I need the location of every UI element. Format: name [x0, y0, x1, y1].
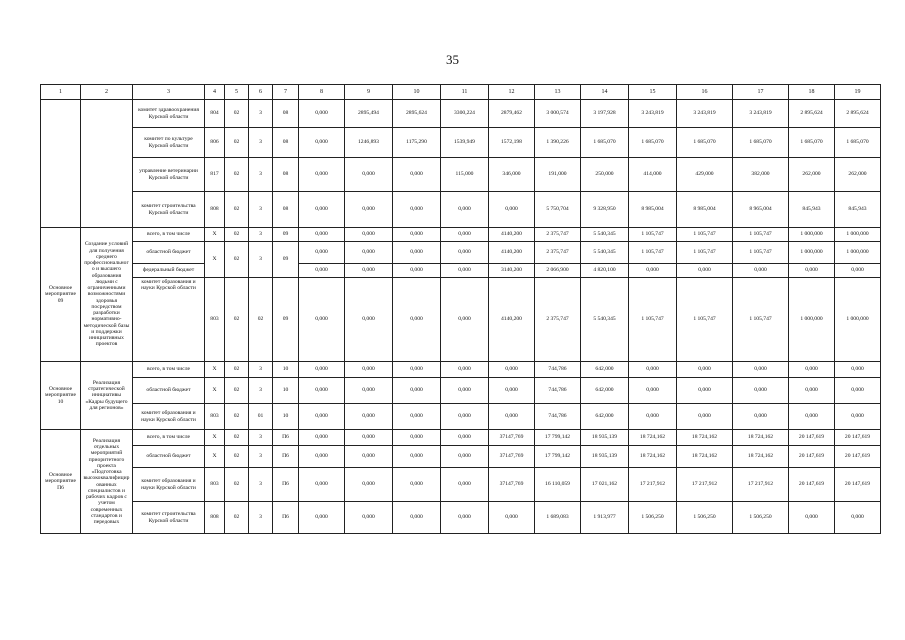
value-cell: 1 000,000: [835, 278, 881, 362]
header-cell: 4: [205, 85, 225, 100]
code-cell: 02: [225, 128, 249, 158]
value-cell: 0,000: [345, 158, 393, 192]
value-cell: 0,000: [835, 378, 881, 404]
code-cell: 02: [225, 158, 249, 192]
value-cell: 17 217,912: [677, 468, 733, 502]
code-cell: 02: [225, 446, 249, 468]
value-cell: 642,000: [581, 378, 629, 404]
code-cell: X: [205, 446, 225, 468]
value-cell: 9 328,950: [581, 192, 629, 228]
value-cell: 0,000: [733, 404, 789, 430]
value-cell: 0,000: [489, 502, 535, 534]
code-cell: 3: [249, 468, 273, 502]
page-number: 35: [446, 52, 459, 67]
executor-cell: комитет образования и науки Курской области: [133, 468, 205, 502]
value-cell: 0,000: [393, 404, 441, 430]
value-cell: 8 965,004: [733, 192, 789, 228]
value-cell: 0,000: [733, 378, 789, 404]
value-cell: 18 935,139: [581, 446, 629, 468]
header-cell: 7: [273, 85, 299, 100]
code-cell: X: [205, 362, 225, 378]
code-cell: 02: [225, 502, 249, 534]
header-cell: 18: [789, 85, 835, 100]
value-cell: 0,000: [441, 362, 489, 378]
value-cell: 5 540,345: [581, 228, 629, 242]
header-cell: 9: [345, 85, 393, 100]
executor-cell: областной бюджет: [133, 242, 205, 264]
value-cell: 642,000: [581, 362, 629, 378]
value-cell: 18 724,162: [677, 446, 733, 468]
value-cell: 1 105,747: [629, 278, 677, 362]
value-cell: 0,000: [393, 192, 441, 228]
value-cell: 346,000: [489, 158, 535, 192]
code-cell: 3: [249, 378, 273, 404]
value-cell: 0,000: [441, 192, 489, 228]
header-cell: 19: [835, 85, 881, 100]
code-cell: П6: [273, 430, 299, 446]
executor-cell: всего, в том числе: [133, 228, 205, 242]
code-cell: 09: [273, 278, 299, 362]
value-cell: 3 197,928: [581, 100, 629, 128]
value-cell: 1175,290: [393, 128, 441, 158]
value-cell: 20 147,619: [835, 446, 881, 468]
header-cell: 11: [441, 85, 489, 100]
description-cell: Создание условий для получения среднего профессионального и высшего образования людьми с ограниченными возможностями здоровья посредством разработки нормативно-методической базы и поддержки инициативных проектов: [81, 228, 133, 362]
executor-cell: управление ветеринарии Курской области: [133, 158, 205, 192]
code-cell: 806: [205, 128, 225, 158]
header-cell: 17: [733, 85, 789, 100]
value-cell: 744,786: [535, 404, 581, 430]
value-cell: 17 021,162: [581, 468, 629, 502]
table-row: [41, 430, 881, 446]
value-cell: 1 000,000: [789, 228, 835, 242]
code-cell: 3: [249, 430, 273, 446]
value-cell: 1 390,226: [535, 128, 581, 158]
value-cell: 0,000: [629, 264, 677, 278]
code-cell: 3: [249, 446, 273, 468]
code-cell: 3: [249, 228, 273, 242]
value-cell: 1 506,250: [629, 502, 677, 534]
value-cell: 1 000,000: [789, 278, 835, 362]
value-cell: 4140,200: [489, 228, 535, 242]
table-row: [41, 264, 881, 278]
value-cell: 0,000: [299, 378, 345, 404]
table-row: [41, 502, 881, 534]
code-cell: 803: [205, 468, 225, 502]
value-cell: 0,000: [345, 192, 393, 228]
executor-cell: федеральный бюджет: [133, 264, 205, 278]
value-cell: 8 985,004: [677, 192, 733, 228]
table-row: [41, 228, 881, 242]
value-cell: 1539,949: [441, 128, 489, 158]
code-cell: П6: [273, 468, 299, 502]
header-cell: 16: [677, 85, 733, 100]
code-cell: X: [205, 242, 225, 278]
value-cell: 0,000: [441, 430, 489, 446]
value-cell: 37147,769: [489, 446, 535, 468]
value-cell: 0,000: [441, 468, 489, 502]
value-cell: 2 375,747: [535, 278, 581, 362]
value-cell: 0,000: [629, 404, 677, 430]
code-cell: 10: [273, 404, 299, 430]
executor-cell: всего, в том числе: [133, 430, 205, 446]
value-cell: 5 540,345: [581, 278, 629, 362]
value-cell: 0,000: [393, 446, 441, 468]
value-cell: 1 000,000: [789, 242, 835, 264]
header-cell: 5: [225, 85, 249, 100]
value-cell: 18 724,162: [629, 446, 677, 468]
value-cell: 3 243,819: [677, 100, 733, 128]
value-cell: 0,000: [629, 362, 677, 378]
value-cell: 429,000: [677, 158, 733, 192]
value-cell: 2 375,747: [535, 242, 581, 264]
executor-cell: областной бюджет: [133, 446, 205, 468]
code-cell: 02: [225, 378, 249, 404]
value-cell: 0,000: [629, 378, 677, 404]
value-cell: 0,000: [299, 264, 345, 278]
code-cell: П6: [273, 446, 299, 468]
code-cell: 02: [225, 192, 249, 228]
value-cell: 0,000: [299, 430, 345, 446]
code-cell: 08: [273, 100, 299, 128]
value-cell: 17 217,912: [733, 468, 789, 502]
value-cell: 262,000: [789, 158, 835, 192]
value-cell: 1572,198: [489, 128, 535, 158]
code-cell: 02: [225, 430, 249, 446]
executor-cell: комитет здравоохранения Курской области: [133, 100, 205, 128]
value-cell: 18 724,162: [629, 430, 677, 446]
header-cell: 10: [393, 85, 441, 100]
value-cell: 17 217,912: [629, 468, 677, 502]
value-cell: 0,000: [733, 264, 789, 278]
value-cell: 1 105,747: [677, 242, 733, 264]
code-cell: 808: [205, 502, 225, 534]
value-cell: 414,000: [629, 158, 677, 192]
value-cell: 0,000: [441, 228, 489, 242]
value-cell: 3 243,819: [733, 100, 789, 128]
description-cell-empty: [81, 100, 133, 228]
executor-cell: комитет образования и науки Курской области: [133, 404, 205, 430]
value-cell: 382,000: [733, 158, 789, 192]
value-cell: 1 105,747: [733, 228, 789, 242]
table-row: [41, 468, 881, 502]
code-cell: 02: [225, 278, 249, 362]
value-cell: 1 105,747: [733, 242, 789, 264]
header-cell: 6: [249, 85, 273, 100]
table-row: [41, 128, 881, 158]
value-cell: 0,000: [345, 502, 393, 534]
value-cell: 0,000: [489, 404, 535, 430]
value-cell: 3300,224: [441, 100, 489, 128]
value-cell: 20 147,619: [789, 446, 835, 468]
value-cell: 0,000: [393, 378, 441, 404]
value-cell: 0,000: [299, 404, 345, 430]
value-cell: 17 799,142: [535, 446, 581, 468]
value-cell: 8 985,004: [629, 192, 677, 228]
code-cell: X: [205, 378, 225, 404]
table-row: [41, 362, 881, 378]
value-cell: 0,000: [345, 228, 393, 242]
value-cell: 0,000: [733, 362, 789, 378]
code-cell: 08: [273, 158, 299, 192]
code-cell: 02: [225, 468, 249, 502]
value-cell: 191,000: [535, 158, 581, 192]
value-cell: 0,000: [299, 278, 345, 362]
value-cell: 0,000: [299, 446, 345, 468]
table-row: [41, 378, 881, 404]
value-cell: 0,000: [677, 404, 733, 430]
code-cell: 3: [249, 242, 273, 278]
value-cell: 1 105,747: [677, 278, 733, 362]
value-cell: 0,000: [441, 502, 489, 534]
value-cell: 0,000: [441, 242, 489, 264]
value-cell: 0,000: [489, 362, 535, 378]
value-cell: 20 147,619: [789, 468, 835, 502]
code-cell: 02: [249, 278, 273, 362]
value-cell: 1 685,070: [835, 128, 881, 158]
value-cell: 0,000: [835, 264, 881, 278]
code-cell: 09: [273, 242, 299, 278]
header-cell: 8: [299, 85, 345, 100]
header-row: [41, 85, 881, 100]
value-cell: 0,000: [393, 264, 441, 278]
value-cell: 0,000: [677, 264, 733, 278]
value-cell: 0,000: [789, 502, 835, 534]
value-cell: 0,000: [393, 502, 441, 534]
executor-cell: всего, в том числе: [133, 362, 205, 378]
value-cell: 0,000: [441, 264, 489, 278]
value-cell: 5 540,345: [581, 242, 629, 264]
table-row: [41, 242, 881, 264]
code-cell: 08: [273, 128, 299, 158]
description-cell: Реализация стратегической инициативы «Кадры будущего для регионов»: [81, 362, 133, 430]
value-cell: 2 375,747: [535, 228, 581, 242]
value-cell: 1 506,250: [677, 502, 733, 534]
value-cell: 0,000: [489, 378, 535, 404]
value-cell: 1 105,747: [677, 228, 733, 242]
value-cell: 18 935,139: [581, 430, 629, 446]
value-cell: 1 913,977: [581, 502, 629, 534]
value-cell: 0,000: [835, 362, 881, 378]
table-row: [41, 192, 881, 228]
value-cell: 18 724,162: [677, 430, 733, 446]
value-cell: 1 105,747: [629, 242, 677, 264]
value-cell: 0,000: [345, 278, 393, 362]
value-cell: 0,000: [393, 242, 441, 264]
code-cell: 3: [249, 128, 273, 158]
code-cell: П6: [273, 502, 299, 534]
value-cell: 0,000: [393, 362, 441, 378]
value-cell: 20 147,619: [835, 430, 881, 446]
value-cell: 0,000: [345, 446, 393, 468]
header-cell: 3: [133, 85, 205, 100]
event-cell: Основное мероприятие 10: [41, 362, 81, 430]
value-cell: 16 110,059: [535, 468, 581, 502]
value-cell: 1 685,070: [629, 128, 677, 158]
code-cell: 02: [225, 228, 249, 242]
value-cell: 1246,893: [345, 128, 393, 158]
value-cell: 0,000: [677, 362, 733, 378]
value-cell: 20 147,619: [835, 468, 881, 502]
value-cell: 2895,494: [345, 100, 393, 128]
value-cell: 642,000: [581, 404, 629, 430]
code-cell: 02: [225, 100, 249, 128]
value-cell: 1 000,000: [835, 228, 881, 242]
event-cell: Основное мероприятие 09: [41, 228, 81, 362]
code-cell: 803: [205, 404, 225, 430]
value-cell: 0,000: [299, 362, 345, 378]
value-cell: 0,000: [835, 404, 881, 430]
code-cell: 3: [249, 100, 273, 128]
value-cell: 0,000: [299, 158, 345, 192]
executor-cell: комитет по культуре Курской области: [133, 128, 205, 158]
value-cell: 0,000: [345, 468, 393, 502]
value-cell: 2 895,624: [789, 100, 835, 128]
value-cell: 4 820,100: [581, 264, 629, 278]
value-cell: 0,000: [789, 362, 835, 378]
value-cell: 0,000: [345, 430, 393, 446]
description-cell: Реализация отдельных мероприятий приоритетного проекта «Подготовка высококвалифицированных специалистов и рабочих кадров с учетом современных стандартов и передовых: [81, 430, 133, 534]
value-cell: 0,000: [789, 378, 835, 404]
value-cell: 1 105,747: [733, 278, 789, 362]
value-cell: 744,786: [535, 362, 581, 378]
value-cell: 4140,200: [489, 242, 535, 264]
code-cell: 02: [225, 242, 249, 278]
code-cell: 09: [273, 228, 299, 242]
executor-cell: комитет образования и науки Курской области: [133, 278, 205, 362]
value-cell: 5 750,704: [535, 192, 581, 228]
value-cell: 115,000: [441, 158, 489, 192]
value-cell: 0,000: [299, 228, 345, 242]
code-cell: 08: [273, 192, 299, 228]
value-cell: 0,000: [835, 502, 881, 534]
value-cell: 262,000: [835, 158, 881, 192]
value-cell: 0,000: [441, 446, 489, 468]
code-cell: 804: [205, 100, 225, 128]
value-cell: 2 066,900: [535, 264, 581, 278]
code-cell: 10: [273, 378, 299, 404]
value-cell: 2879,462: [489, 100, 535, 128]
value-cell: 3 243,819: [629, 100, 677, 128]
value-cell: 250,000: [581, 158, 629, 192]
value-cell: 0,000: [441, 404, 489, 430]
value-cell: 1 685,070: [789, 128, 835, 158]
code-cell: 808: [205, 192, 225, 228]
value-cell: 18 724,162: [733, 446, 789, 468]
value-cell: 0,000: [299, 100, 345, 128]
value-cell: 0,000: [393, 468, 441, 502]
code-cell: 3: [249, 502, 273, 534]
table-row: [41, 404, 881, 430]
budget-table: [40, 84, 881, 534]
value-cell: 1 685,070: [581, 128, 629, 158]
code-cell: 02: [225, 362, 249, 378]
value-cell: 0,000: [345, 264, 393, 278]
value-cell: 3140,200: [489, 264, 535, 278]
header-cell: 2: [81, 85, 133, 100]
value-cell: 0,000: [441, 378, 489, 404]
table-row: [41, 278, 881, 362]
code-cell: 10: [273, 362, 299, 378]
value-cell: 0,000: [345, 404, 393, 430]
value-cell: 0,000: [393, 228, 441, 242]
value-cell: 0,000: [393, 430, 441, 446]
value-cell: 2895,624: [393, 100, 441, 128]
table-row: [41, 100, 881, 128]
value-cell: 20 147,619: [789, 430, 835, 446]
executor-cell: областной бюджет: [133, 378, 205, 404]
value-cell: 1 685,070: [677, 128, 733, 158]
value-cell: 37147,769: [489, 430, 535, 446]
header-cell: 14: [581, 85, 629, 100]
value-cell: 18 724,162: [733, 430, 789, 446]
header-cell: 13: [535, 85, 581, 100]
value-cell: 0,000: [299, 192, 345, 228]
value-cell: 4140,200: [489, 278, 535, 362]
code-cell: 01: [249, 404, 273, 430]
event-cell-empty: [41, 100, 81, 228]
value-cell: 3 000,574: [535, 100, 581, 128]
value-cell: 0,000: [393, 158, 441, 192]
value-cell: 0,000: [299, 468, 345, 502]
value-cell: 0,000: [299, 502, 345, 534]
value-cell: 0,000: [299, 242, 345, 264]
value-cell: 0,000: [789, 264, 835, 278]
executor-cell: комитет строительства Курской области: [133, 192, 205, 228]
value-cell: 0,000: [393, 278, 441, 362]
value-cell: 0,000: [345, 378, 393, 404]
table-row: [41, 446, 881, 468]
value-cell: 1 000,000: [835, 242, 881, 264]
value-cell: 0,000: [441, 278, 489, 362]
value-cell: 0,000: [789, 404, 835, 430]
value-cell: 1 685,070: [733, 128, 789, 158]
value-cell: 2 895,624: [835, 100, 881, 128]
value-cell: 0,000: [345, 362, 393, 378]
code-cell: 02: [225, 404, 249, 430]
value-cell: 0,000: [677, 378, 733, 404]
code-cell: 803: [205, 278, 225, 362]
code-cell: 3: [249, 192, 273, 228]
value-cell: 845,943: [835, 192, 881, 228]
header-cell: 12: [489, 85, 535, 100]
value-cell: 0,000: [345, 242, 393, 264]
header-cell: 15: [629, 85, 677, 100]
value-cell: 744,786: [535, 378, 581, 404]
value-cell: 0,000: [489, 192, 535, 228]
header-cell: 1: [41, 85, 81, 100]
code-cell: X: [205, 228, 225, 242]
value-cell: 1 105,747: [629, 228, 677, 242]
table-row: [41, 158, 881, 192]
event-cell: Основное мероприятие П6: [41, 430, 81, 534]
executor-cell: комитет строительства Курской области: [133, 502, 205, 534]
value-cell: 17 799,142: [535, 430, 581, 446]
code-cell: 3: [249, 362, 273, 378]
value-cell: 845,943: [789, 192, 835, 228]
code-cell: X: [205, 430, 225, 446]
value-cell: 1 506,250: [733, 502, 789, 534]
value-cell: 0,000: [299, 128, 345, 158]
code-cell: 817: [205, 158, 225, 192]
value-cell: 37147,769: [489, 468, 535, 502]
code-cell: 3: [249, 158, 273, 192]
value-cell: 1 689,083: [535, 502, 581, 534]
